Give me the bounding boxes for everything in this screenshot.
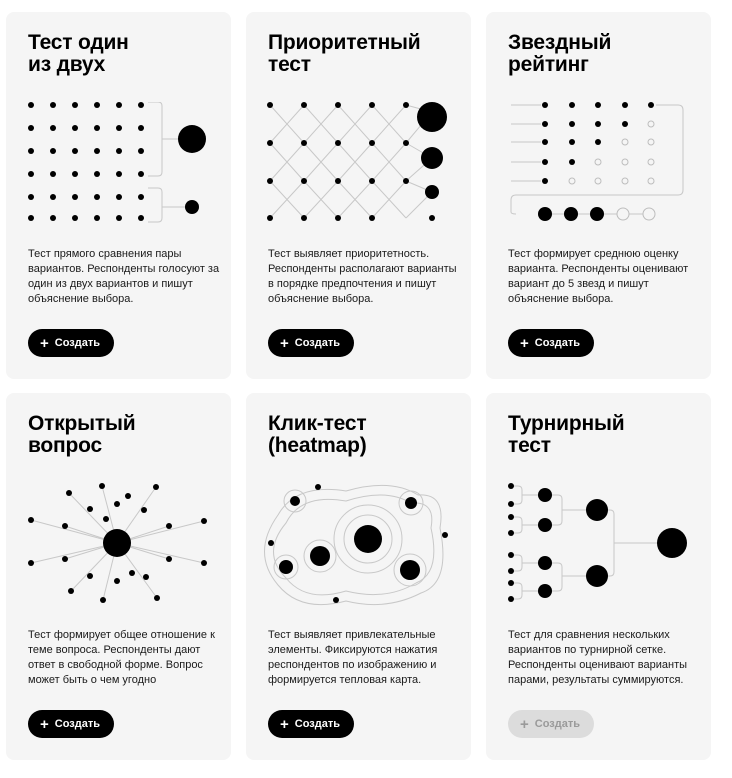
heatmap-illustration [246, 483, 471, 623]
card-description: Тест прямого сравнения пары вариантов. Респонденты голосуют за один из двух вариантов и пишут объяснение выбора. [28, 248, 220, 305]
card-description: Тест формирует среднюю оценку варианта. Респонденты оценивают вариант до 5 звезд и пишут объяснение выбора. [508, 248, 689, 305]
card-title: Турнирный тест [508, 412, 625, 457]
plus-icon: + [40, 334, 49, 352]
card-open-question [6, 393, 231, 760]
plus-icon: + [280, 334, 289, 352]
card-priority-test [246, 12, 471, 379]
card-description: Тест выявляет приоритетность. Респонденты располагают варианты в порядке предпочтения и пишут объяснение выбора. [268, 248, 457, 305]
star-rating-illustration [486, 102, 711, 242]
create-button-label: Создать [54, 718, 101, 730]
create-button-label: Создать [534, 718, 581, 730]
card-click-test [246, 393, 471, 760]
create-button-label: Создать [534, 337, 581, 349]
card-description: Тест для сравнения нескольких вариантов по турнирной сетке. Респонденты оценивают варианты парами, результаты суммируются. [508, 629, 688, 686]
card-title: Открытый вопрос [28, 412, 136, 457]
card-star-rating [486, 12, 711, 379]
priority-illustration [246, 102, 471, 242]
open-question-illustration [6, 483, 231, 623]
plus-icon: + [40, 715, 49, 733]
card-title: Клик-тест (heatmap) [268, 412, 367, 457]
create-button[interactable] [268, 710, 354, 738]
create-button[interactable] [28, 710, 114, 738]
card-one-of-two [6, 12, 231, 379]
create-button-label: Создать [54, 337, 101, 349]
create-button[interactable] [28, 329, 114, 357]
create-button[interactable] [508, 329, 594, 357]
card-description: Тест формирует общее отношение к теме вопроса. Респонденты дают ответ в свободной форме. Вопрос может быть о чем угодно [28, 629, 215, 686]
create-button-label: Создать [294, 718, 341, 730]
card-description: Тест выявляет привлекательные элементы. Фиксируются нажатия респондентов по изображению и формируется тепловая карта. [268, 629, 438, 686]
card-tournament-test [486, 393, 711, 760]
card-title: Звездный рейтинг [508, 31, 612, 76]
tournament-illustration [486, 483, 711, 623]
one-of-two-illustration [6, 102, 231, 242]
plus-icon: + [280, 715, 289, 733]
card-title: Приоритетный тест [268, 31, 421, 76]
create-button-disabled [508, 710, 594, 738]
card-title: Тест один из двух [28, 31, 129, 76]
create-button[interactable] [268, 329, 354, 357]
plus-icon: + [520, 715, 529, 733]
plus-icon: + [520, 334, 529, 352]
create-button-label: Создать [294, 337, 341, 349]
